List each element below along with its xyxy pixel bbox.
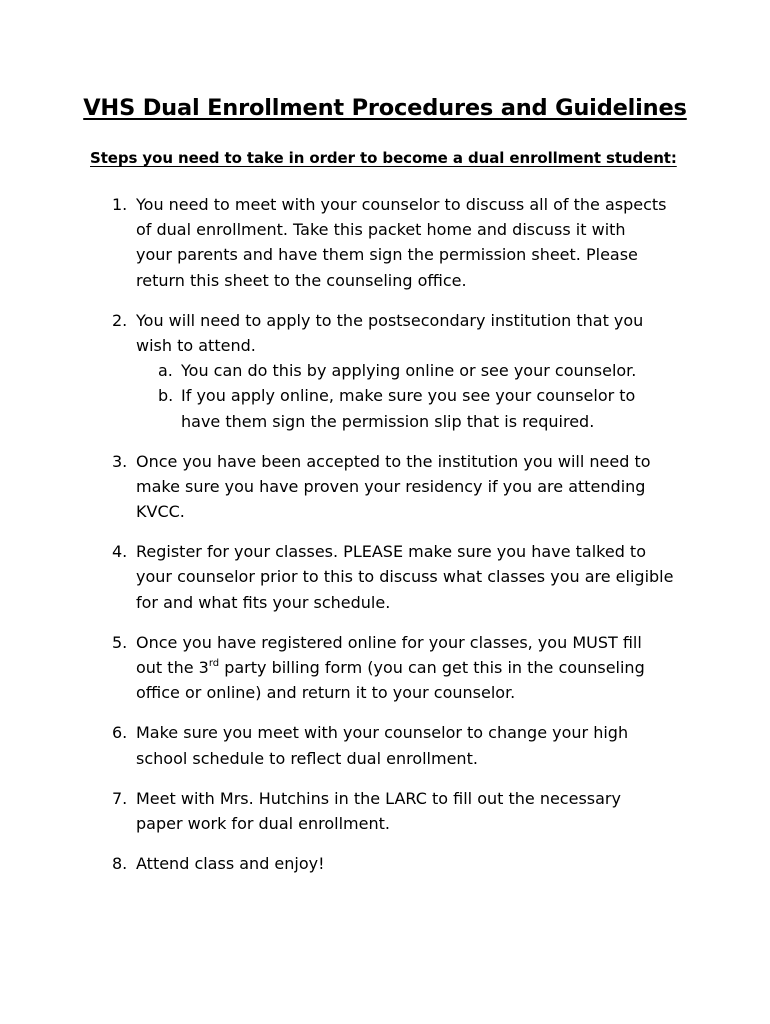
step-line: Once you have registered online for your classes, you MUST fill [136,632,642,652]
step-line: your parents and have them sign the permission sheet. Please [136,245,638,265]
step-text [136,851,696,876]
step-1 [0,192,770,293]
step-line: Attend class and enjoy! [136,854,325,874]
substep-label: b. [158,386,174,406]
step-line: for and what fits your schedule. [136,592,391,612]
step-number: 6. [112,723,128,743]
substep-a [136,358,696,383]
substep-text [181,383,696,433]
step-8 [0,851,770,876]
step-number: 1. [112,195,128,214]
step-3 [0,449,770,525]
step-line: return this sheet to the counseling office. [136,270,467,290]
step-2 [0,308,770,434]
substep-line: If you apply online, make sure you see your counselor to [181,386,636,406]
step-line: Register for your classes. PLEASE make sure you have talked to [136,542,646,562]
step-number: 4. [112,542,128,562]
step-text [136,786,696,836]
step-line: of dual enrollment. Take this packet home and discuss it with [136,220,626,240]
ordinal-suffix: rd [208,657,220,669]
substep-line: You can do this by applying online or see your counselor. [181,361,637,381]
step-line: You will need to apply to the postsecondary institution that you [136,310,644,330]
step-line: Once you have been accepted to the institution you will need to [136,451,651,471]
substep-b [136,383,696,433]
step-text [136,539,696,615]
step-6 [0,720,770,770]
step-line: your counselor prior to this to discuss what classes you are eligible [136,567,674,587]
substep-text [181,358,696,383]
step-text [136,192,696,293]
step-number: 2. [112,310,128,330]
step-line: office or online) and return it to your counselor. [136,683,516,703]
step-number: 5. [112,632,128,652]
step-line [136,655,696,680]
step-number: 8. [112,854,128,874]
step-5 [0,630,770,706]
step-line: paper work for dual enrollment. [136,813,390,833]
step-7 [0,786,770,836]
step-line: wish to attend. [136,335,256,355]
section-subtitle: Steps you need to take in order to become a dual enrollment student: [90,149,677,167]
step-line: KVCC. [136,502,185,522]
step-line: You need to meet with your counselor to discuss all of the aspects [136,195,667,214]
step-4 [0,539,770,615]
step-line-segment: party billing form (you can get this in the counseling [219,658,645,677]
step-line: make sure you have proven your residency if you are attending [136,476,646,496]
step-text [136,630,696,706]
step-line: school schedule to reflect dual enrollment. [136,748,478,768]
steps-list [0,192,770,891]
step-number: 7. [112,788,128,808]
step-line: Meet with Mrs. Hutchins in the LARC to fill out the necessary [136,788,621,808]
substeps-list [136,358,696,434]
step-number: 3. [112,451,128,471]
step-text [136,308,696,434]
step-line-segment: out the 3 [136,658,209,677]
substep-line: have them sign the permission slip that is required. [181,411,595,431]
step-text [136,449,696,525]
step-line: Make sure you meet with your counselor to change your high [136,723,629,743]
page-title: VHS Dual Enrollment Procedures and Guidelines [83,95,687,121]
step-text [136,720,696,770]
substep-label: a. [158,361,173,381]
